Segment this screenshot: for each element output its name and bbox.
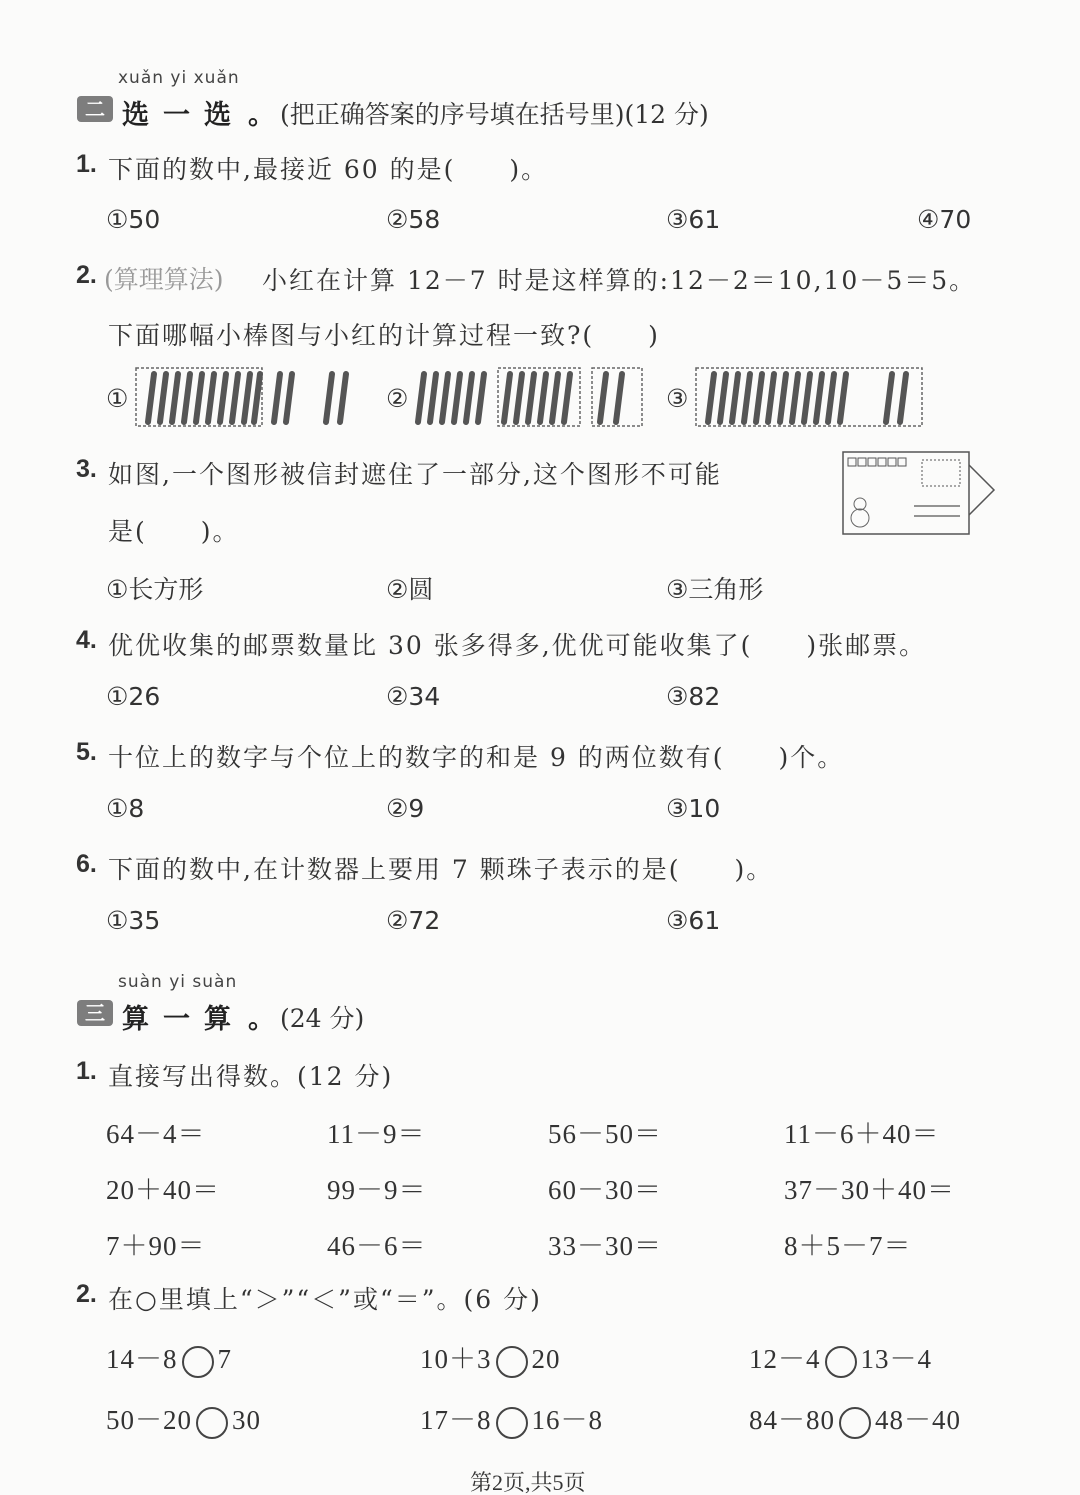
q5-option-3: ③10 [666, 794, 721, 823]
sticks [708, 374, 906, 422]
stick-figure-2 [410, 362, 650, 432]
section3-dot: 。 [248, 1004, 289, 1035]
compare-right: 48－40 [875, 1405, 961, 1435]
q2-text: 小红在计算 12－7 时是这样算的:12－2＝10,10－5＝5。 [262, 266, 977, 295]
compare-left: 10＋3 [420, 1344, 492, 1374]
q4-number: 4. [76, 626, 97, 654]
q3-text: 如图,一个图形被信封遮住了一部分,这个图形不可能 [108, 460, 722, 489]
q4-option-1: ①26 [106, 682, 161, 711]
compare-right: 30 [232, 1405, 261, 1435]
q1-option-4: ④70 [917, 205, 972, 234]
stick-figure-3 [690, 362, 930, 432]
section2-desc: (把正确答案的序号填在括号里)(12 分) [280, 100, 709, 129]
section2-title: 选一选 [122, 100, 245, 131]
compare-item [749, 1398, 961, 1439]
q3-option-1: ①长方形 [106, 575, 204, 604]
q2-label-1: ① [106, 384, 129, 413]
q5-option-2: ②9 [386, 794, 425, 823]
envelope-illustration [838, 448, 998, 540]
q1-option-3: ③61 [666, 205, 721, 234]
compare-item [106, 1337, 232, 1378]
q4-option-3: ③82 [666, 682, 721, 711]
compare-circle-blank[interactable] [182, 1346, 214, 1378]
calc-item: 99－9＝ [327, 1175, 427, 1205]
calc-item: 8＋5－7＝ [784, 1231, 912, 1261]
calc-item: 7＋90＝ [106, 1231, 206, 1261]
q2-label-3: ③ [666, 384, 689, 413]
section3-badge: 三 [77, 1000, 113, 1026]
calc-item: 11－6＋40＝ [784, 1119, 940, 1149]
c1-number: 1. [76, 1057, 97, 1085]
compare-circle-blank[interactable] [496, 1346, 528, 1378]
compare-left: 17－8 [420, 1405, 492, 1435]
q4-text: 优优收集的邮票数量比 30 张多得多,优优可能收集了( )张邮票。 [108, 631, 927, 660]
q6-text: 下面的数中,在计数器上要用 7 颗珠子表示的是( )。 [108, 855, 774, 884]
sticks [148, 374, 346, 422]
calc-item: 56－50＝ [548, 1119, 662, 1149]
q3-option-2: ②圆 [386, 575, 434, 604]
q1-number: 1. [76, 150, 97, 178]
compare-left: 14－8 [106, 1344, 178, 1374]
calc-item: 20＋40＝ [106, 1175, 220, 1205]
compare-left: 84－80 [749, 1405, 835, 1435]
compare-item [420, 1398, 603, 1439]
q2-number: 2. [76, 261, 97, 289]
section3-desc: (24 分) [280, 1004, 365, 1033]
q3-number: 3. [76, 455, 97, 483]
stick-figure-1 [130, 362, 360, 432]
calc-item: 37－30＋40＝ [784, 1175, 955, 1205]
compare-right: 7 [217, 1344, 232, 1374]
page-number-footer: 第2页,共5页 [470, 1470, 586, 1495]
q6-option-2: ②72 [386, 906, 441, 935]
compare-left: 12－4 [749, 1344, 821, 1374]
q5-text: 十位上的数字与个位上的数字的和是 9 的两位数有( )个。 [108, 743, 845, 772]
calc-item: 33－30＝ [548, 1231, 662, 1261]
c2-number: 2. [76, 1280, 97, 1308]
q1-option-2: ②58 [386, 205, 441, 234]
compare-left: 50－20 [106, 1405, 192, 1435]
q2-label-2: ② [386, 384, 409, 413]
calc-item: 11－9＝ [327, 1119, 426, 1149]
compare-circle-blank[interactable] [839, 1407, 871, 1439]
compare-right: 16－8 [531, 1405, 603, 1435]
q5-option-1: ①8 [106, 794, 145, 823]
section2-dot: 。 [248, 100, 289, 131]
q3-option-3: ③三角形 [666, 575, 764, 604]
compare-circle-blank[interactable] [196, 1407, 228, 1439]
calc-item: 60－30＝ [548, 1175, 662, 1205]
q4-option-2: ②34 [386, 682, 441, 711]
compare-circle-blank[interactable] [825, 1346, 857, 1378]
c2-text: 在○里填上“＞”“＜”或“＝”。(6 分) [108, 1285, 542, 1314]
q5-number: 5. [76, 738, 97, 766]
q1-option-1: ①50 [106, 205, 161, 234]
q3-text2: 是( )。 [108, 517, 240, 546]
section3-pinyin: suàn yi suàn [118, 972, 238, 992]
hidden-shape-corner [968, 464, 994, 516]
q6-option-1: ①35 [106, 906, 161, 935]
q6-option-3: ③61 [666, 906, 721, 935]
compare-circle-blank[interactable] [496, 1407, 528, 1439]
q6-number: 6. [76, 850, 97, 878]
calc-item: 64－4＝ [106, 1119, 206, 1149]
section3-title: 算一算 [122, 1004, 245, 1035]
section2-pinyin: xuǎn yi xuǎn [118, 68, 240, 88]
q2-text2: 下面哪幅小棒图与小红的计算过程一致?( ) [108, 321, 660, 350]
section2-badge: 二 [77, 96, 113, 122]
q2-tag: (算理算法) [104, 265, 224, 294]
compare-item [749, 1337, 932, 1378]
compare-item [420, 1337, 561, 1378]
compare-right: 13－4 [860, 1344, 932, 1374]
calc-item: 46－6＝ [327, 1231, 427, 1261]
compare-right: 20 [531, 1344, 561, 1374]
c1-text: 直接写出得数。(12 分) [108, 1062, 394, 1091]
q1-text: 下面的数中,最接近 60 的是( )。 [108, 155, 549, 184]
compare-item [106, 1398, 261, 1439]
